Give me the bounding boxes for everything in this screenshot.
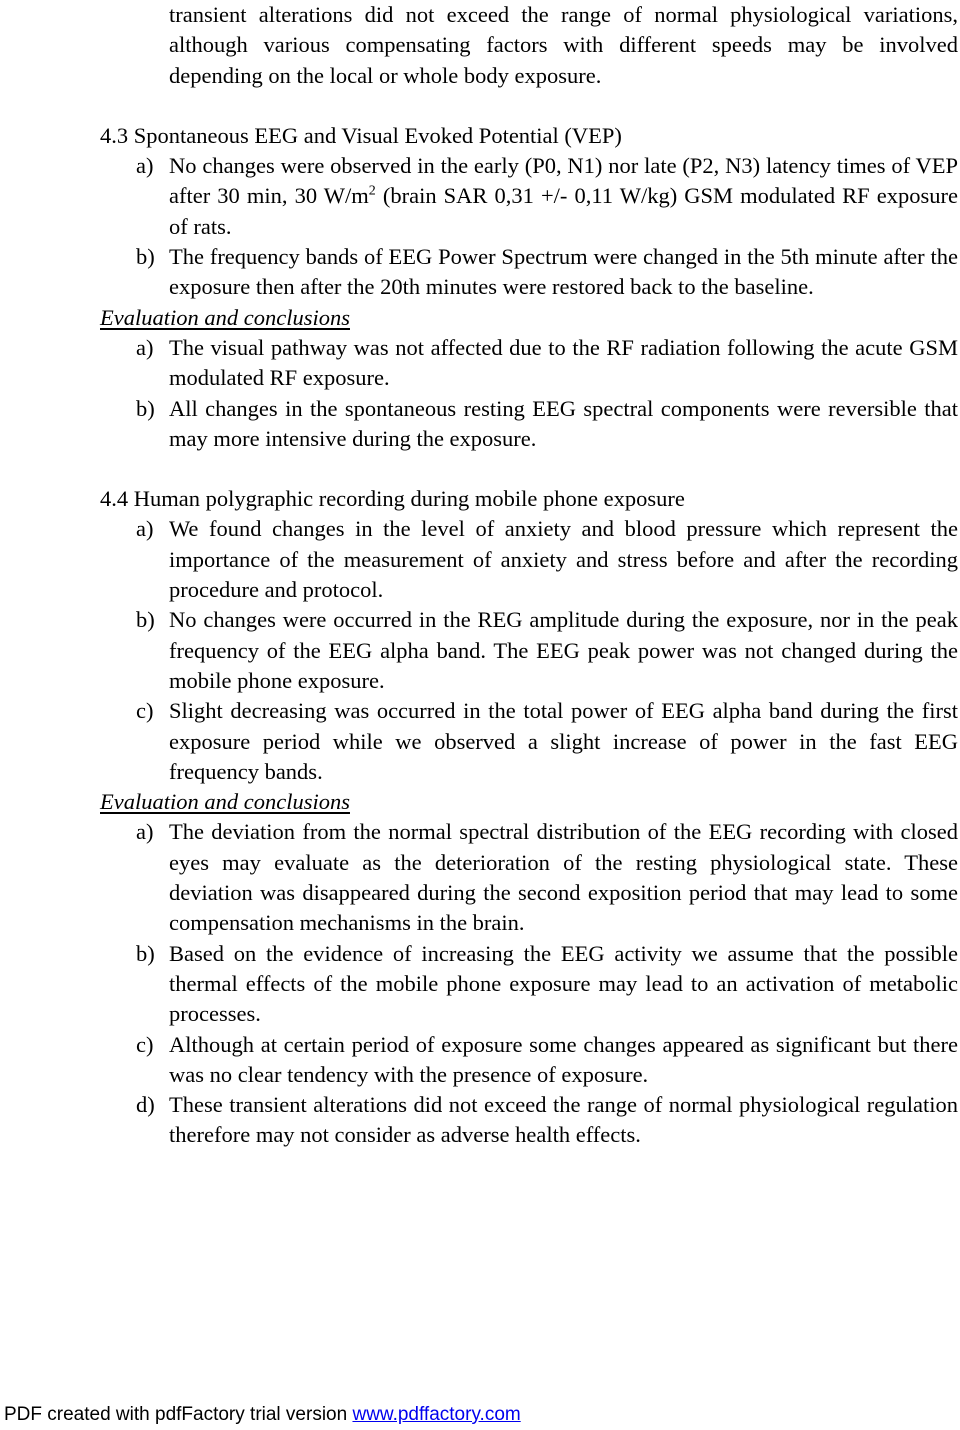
pdffactory-link[interactable]: www.pdffactory.com [352, 1404, 521, 1425]
list-item [100, 817, 960, 938]
list-item [100, 696, 960, 787]
item-text: The deviation from the normal spectral distribution of the EEG recording with closed eyes may evaluate as the deterioration of the resting physiological state. These deviation was disappeared during the second exposition period that may lead to some compensation mechanisms in the brain. [169, 819, 958, 936]
item-text: The visual pathway was not affected due to the RF radiation following the acute GSM modulated RF exposure. [169, 334, 958, 391]
pdf-footer [4, 1402, 521, 1428]
item-label: b) [136, 940, 155, 966]
list-item [100, 1030, 960, 1091]
item-text-part: No changes were observed in the early (P0, N1) nor late (P2, N3) latency times of VEP after 30 min, 30 W/m [169, 153, 958, 209]
list-item [100, 939, 960, 1030]
item-text: We found changes in the level of anxiety and blood pressure which represent the importance of the measurement of anxiety and stress before and after the recording procedure and protocol. [169, 516, 958, 603]
list-item [100, 242, 960, 303]
intro-paragraph: transient alterations did not exceed the range of normal physiological variations, although various compensating factors with different speeds may be involved depending on the local or whole body exposure. [169, 2, 958, 88]
item-label: b) [136, 607, 155, 633]
item-label: c) [136, 1031, 154, 1057]
item-text: Slight decreasing was occurred in the total power of EEG alpha band during the first exposure period while we observed a slight increase of power in the fast EEG frequency bands. [169, 698, 958, 784]
document-page [100, 0, 960, 1151]
item-text: Although at certain period of exposure some changes appeared as significant but there was no clear tendency with the presence of exposure. [169, 1031, 958, 1087]
item-label: b) [136, 395, 155, 421]
item-text: These transient alterations did not exceed the range of normal physiological regulation therefore may not consider as adverse health effects. [169, 1092, 958, 1148]
item-label: a) [136, 334, 154, 360]
item-text: The frequency bands of EEG Power Spectrum were changed in the 5th minute after the exposure then after the 20th minutes were restored back to the baseline. [169, 244, 958, 300]
list-item [100, 333, 960, 394]
item-text: No changes were occurred in the REG amplitude during the exposure, nor in the peak frequency of the EEG alpha band. The EEG peak power was not changed during the mobile phone exposure. [169, 607, 958, 693]
list-item [100, 605, 960, 696]
item-label: c) [136, 698, 154, 724]
list-item [100, 1090, 960, 1151]
item-text: All changes in the spontaneous resting EEG spectral components were reversible that may more intensive during the exposure. [169, 395, 958, 451]
superscript: 2 [368, 183, 376, 199]
item-text-part: (brain SAR 0,31 +/- 0,11 W/kg) GSM modulated RF exposure of rats. [169, 183, 959, 239]
evaluation-heading: Evaluation and conclusions [100, 789, 350, 815]
section-4-4-heading: 4.4 Human polygraphic recording during mobile phone exposure [100, 486, 685, 512]
item-label: b) [136, 244, 155, 270]
footer-text: PDF created with pdfFactory trial version [4, 1404, 353, 1425]
list-item [100, 394, 960, 455]
section-4-3-heading: 4.3 Spontaneous EEG and Visual Evoked Potential (VEP) [100, 122, 622, 148]
list-item [100, 151, 960, 242]
item-text [169, 151, 958, 242]
evaluation-heading: Evaluation and conclusions [100, 304, 350, 330]
item-label: a) [136, 153, 154, 179]
findings-list [100, 514, 960, 787]
evaluation-list [100, 333, 960, 454]
item-text: Based on the evidence of increasing the EEG activity we assume that the possible thermal effects of the mobile phone exposure may lead to an activation of metabolic processes. [169, 940, 958, 1027]
item-label: d) [136, 1092, 155, 1118]
evaluation-list [100, 817, 960, 1150]
item-label: a) [136, 516, 154, 542]
item-label: a) [136, 819, 154, 845]
list-item [100, 514, 960, 605]
